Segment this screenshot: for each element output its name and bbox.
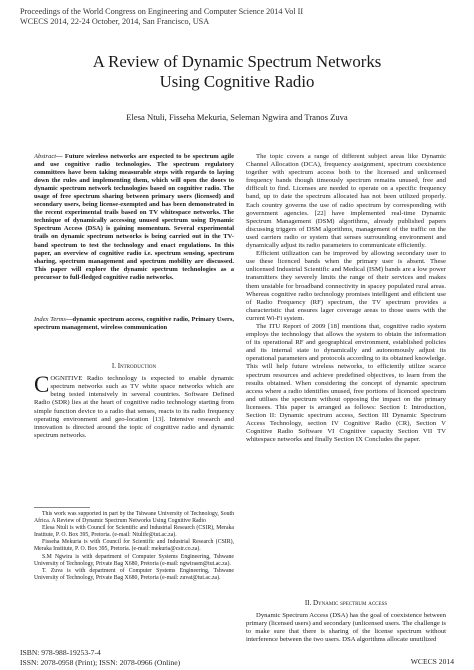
- paragraph: The ITU Report of 2009 [18] mentions that, cognitive radio system employs the technology that allows the system to obtain the information of its operational RF and geographical environment, established policies and its internal state to dynamically and autonomously adjust its operational parameters and protocols according to its obtained knowledge. This will help future wireless networks, to efficiently utilize scarce spectrum resources and achieve predefined objectives, to learn from the results obtained. When considering the concept of dynamic spectrum access where a radio identifies unused, free portions of licenced spectrum and utilises the spectrum without opposing the impact on the primary licensees. This paper is arranged as follows: Section I: Introduction, Section II: Dynamic spectrum access, Section III Dynamic Spectrum Access Technology, section IV Cognitive Radio (CR), Section V Cognitive Radio Software VI Cognitive capacity Section VII TV whitespace networks and finally Section IX Concludes the paper.: [246, 322, 446, 444]
- header-line-2: WCECS 2014, 22-24 October, 2014, San Francisco, USA: [20, 17, 210, 26]
- issn: ISSN: 2078-0958 (Print); ISSN: 2078-0966 (Online): [20, 657, 181, 667]
- header-line-1: Proceedings of the World Congress on Engineering and Computer Science 2014 Vol II: [20, 7, 304, 16]
- isbn: ISBN: 978-988-19253-7-4: [20, 648, 101, 657]
- abstract-text: — Future wireless networks are expected to be spectrum agile and use cognitive radio technologies. The spectrum regulatory committees have been taking measurable steps with regards to laying down the rules and implementing them, which will open the doors to dynamic spectrum network technologies based on cognitive radio. The usage of free spectrum sharing between primary users (licensed) and secondary users, being license-exempted and has been demonstrated in the recent experimental trails based on TV whitespace networks. The technique of dynamically accessing unused spectrum using Dynamic Spectrum Access (DSA) is gaining momentum. Several experimental trails on dynamic spectrum networks is being carried out in the TV-band spectrum to test the technology and enact regulations. In this paper, an overview of cognitive radio i.e. spectrum sensing, spectrum sharing, spectrum management and spectrum mobility are discussed. This paper will explore the dynamic spectrum technologies as a precursor to full-fledged cognitive radio networks.: [34, 153, 234, 281]
- paper-title: [20, 52, 454, 92]
- footnote: S.M Ngwira is with department of Computer Systems Engineering, Tshwane University of Technology, Private Bag X680, Pretoria (e-mail: ngwirasm@tut.ac.za).: [34, 553, 234, 567]
- footnotes: [34, 511, 234, 625]
- right-column-body: [246, 153, 446, 579]
- abstract-label: Abstract: [34, 153, 57, 160]
- index-terms-label: Index Terms: [34, 316, 66, 323]
- author-list: Elesa Ntuli, Fisseha Mekuria, Seleman Ngwira and Tranos Zuva: [126, 112, 348, 122]
- section-heading-introduction: I. Introduction: [111, 362, 157, 370]
- index-terms-text: —dynamic spectrum access, cognitive radio, Primary Users, spectrum management, wireless communication: [34, 316, 234, 332]
- footnote: Fisseha Mekuria is with Council for Scientific and Industrial Research (CSIR), Meraka Institute, P. O. Box 395, Pretoria. (e-mail: mekuria@csir.co.za).: [34, 539, 234, 553]
- section-heading-dynamic-spectrum-access: II. Dynamic spectrum access: [304, 599, 388, 607]
- title-line-2: Using Cognitive Radio: [159, 72, 315, 91]
- page-footer-right: WCECS 2014: [410, 657, 454, 666]
- footnote: Elesa Ntuli is with Council for Scientific and Industrial Research (CSIR), Meraka Institute, P. O. Box 395, Pretoria. (e-mail: Ntulife@tut.ac.za).: [34, 525, 234, 539]
- paragraph: The topic covers a range of different subject areas like Dynamic Channel Allocation (DCA), frequency assignment, spectrum coexistence together with spectrum access both to the licensed and unlicensed frequency bands though timeously spectrum remains unused, free and difficult to find. Licenses are needed to operate on a specific frequency band, up to date the spectrum allocated has not been utilized properly. Each country governs the use of radio spectrum by corresponding with government agencies. [22] have implemented real-time Dynamic Spectrum Management (DSM) algorithms, already published papers discussing triggers of DSM algorithms, management of the traffic on the used carriers radio or system that senses surrounding environment and dynamically adjust its radio parameters to communicate efficiently.: [246, 153, 446, 250]
- section2-body: [246, 612, 446, 648]
- introduction-text: OGNITIVE Radio technology is expected to enable dynamic spectrum networks such as TV white space networks which are being tested intensively in several countries. Software Defined Radio (SDR) lies at the heart of cognitive radio technology starting from simple function device to a radio that senses, reacts to its radio frequency operating environment and geo-location [13]. Intensive research and innovation is directed around the topic of cognitive radio and dynamic spectrum networks.: [34, 375, 234, 439]
- running-header: [20, 7, 303, 27]
- footnote-divider: [34, 507, 90, 508]
- index-terms: [34, 316, 234, 342]
- paragraph: Dynamic Spectrum Access (DSA) has the goal of coexistence between primary (licensed users) and secondary (unlicensed users. The challenge is to make sure that there is sharing of the license spectrum without interference between the two users. DSA algorithms allocate unutilized: [246, 612, 446, 644]
- footnote: T. Zuva is with department of Computer Systems Engineering, Tshwane University of Technology, Private Bag X680, Pretoria (e-mail: zuvat@tut.ac.za).: [34, 567, 234, 581]
- page-footer-left: [20, 648, 180, 667]
- title-line-1: A Review of Dynamic Spectrum Networks: [92, 52, 382, 71]
- footnote: This work was supported in part by the Tshwane University of Technology, South Africa. A Review of Dynamic Spectrum Networks Using Cognitive Radio: [34, 511, 234, 525]
- introduction-body: [34, 375, 234, 493]
- drop-cap: C: [34, 375, 50, 397]
- abstract: [34, 153, 234, 314]
- paragraph: Efficient utilization can be improved by allowing secondary user to use these licenced bands when the primary user is absent. These unlicensed Industrial Scientific and Medical (ISM) bands are a low power transmitters they severely limits the range of their services and makes them unstable for broadband connectivity in spacey populated rural areas. Whereas cognitive radio technology promises intelligent and efficient use of Radio Frequency (RF) spectrum, the TV spectrum provides a characteristic that ensures lager coverage areas to those users with the current Wi-Fi system.: [246, 250, 446, 322]
